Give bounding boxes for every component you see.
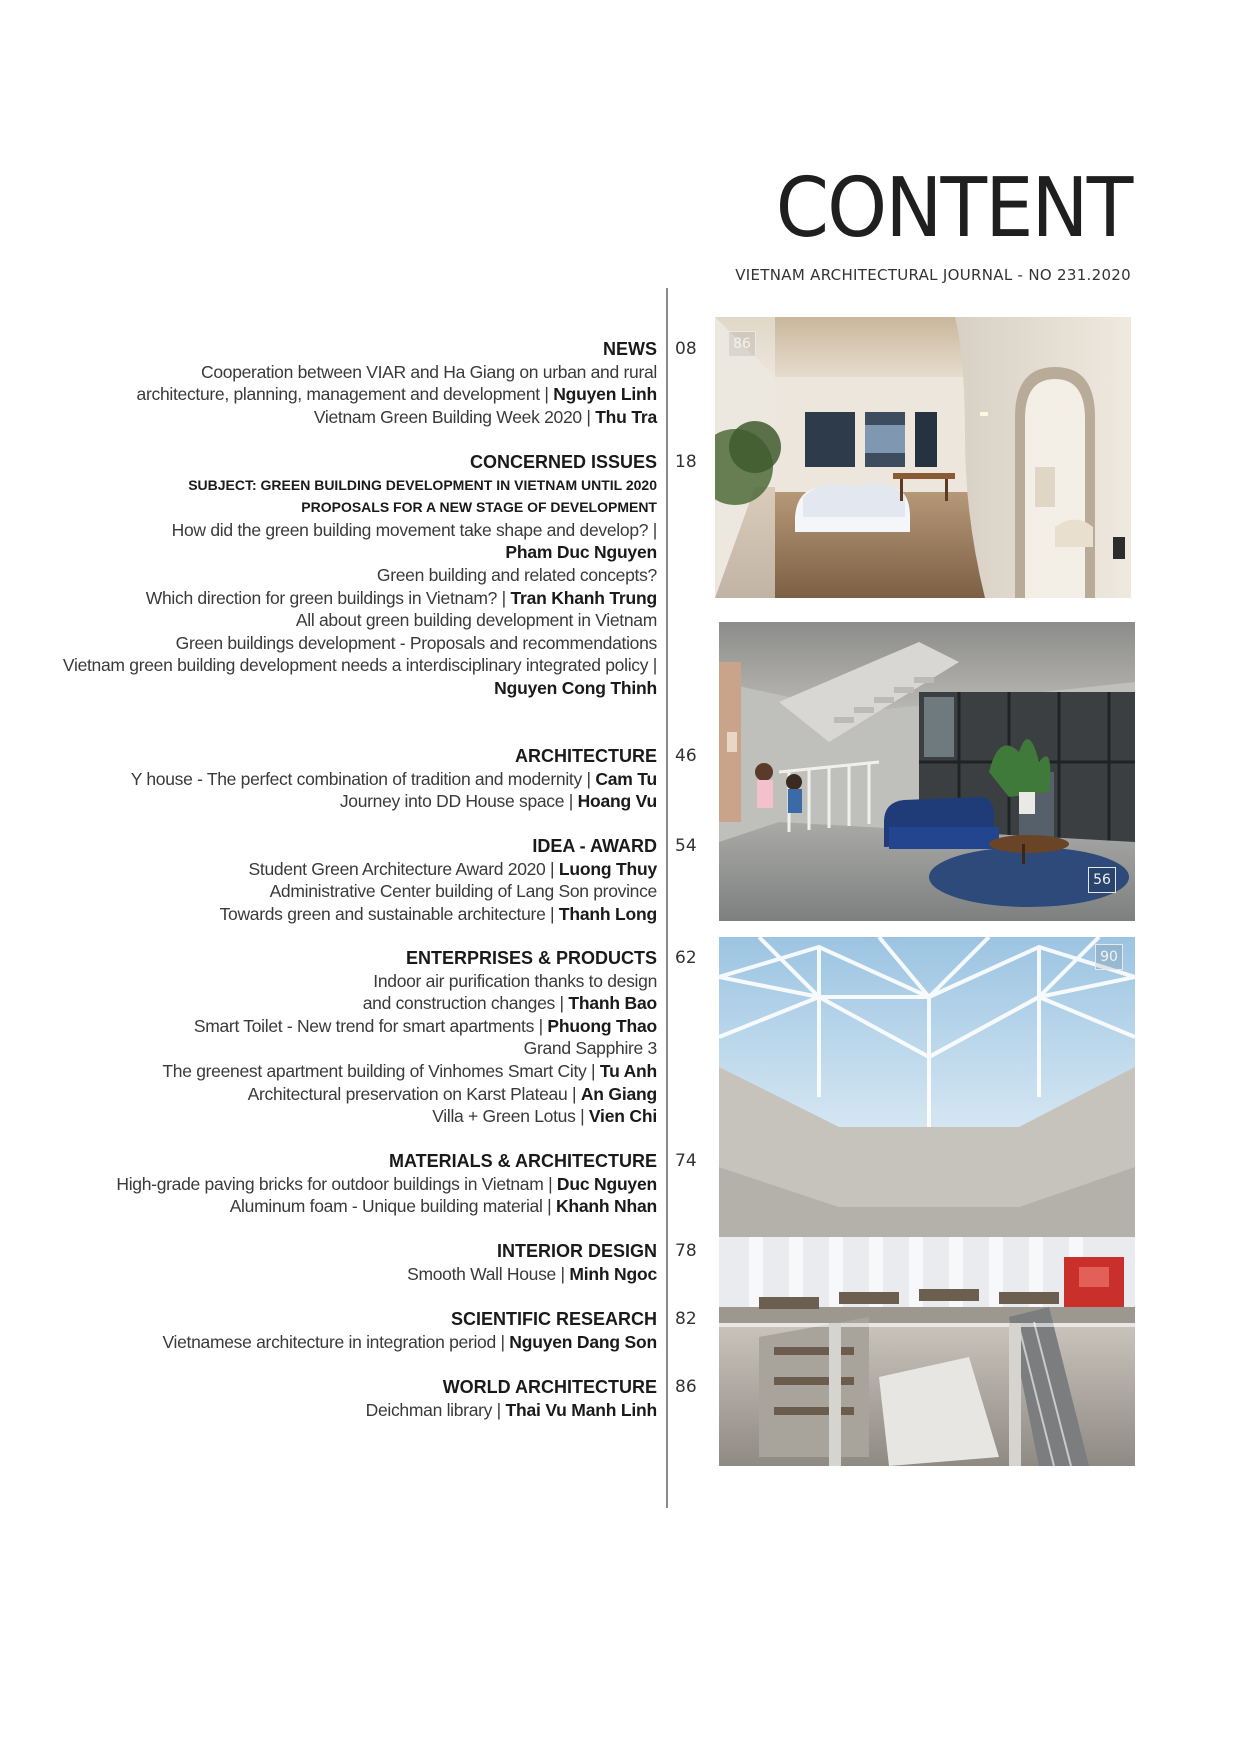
article-title: Administrative Center building of Lang Son province <box>269 881 657 902</box>
page-badge: 86 <box>728 331 756 357</box>
article-entry[interactable] <box>17 541 657 564</box>
article-author: Luong Thuy <box>558 858 657 879</box>
section-title[interactable]: NEWS <box>603 339 657 359</box>
article-title: Y house - The perfect combination of tradition and modernity <box>130 768 582 789</box>
page-number[interactable]: 18 <box>675 452 697 472</box>
article-author: Vien Chi <box>588 1106 657 1127</box>
page-number[interactable]: 78 <box>675 1241 697 1261</box>
article-title: and construction changes <box>362 993 555 1014</box>
article-title: Deichman library <box>365 1399 493 1420</box>
article-entry[interactable] <box>17 858 657 881</box>
separator: | <box>575 1106 589 1127</box>
article-entry[interactable] <box>17 496 657 519</box>
article-author: Thu Tra <box>595 406 657 427</box>
photo-library-atrium <box>719 937 1135 1466</box>
article-author: Nguyen Linh <box>553 384 657 405</box>
separator: | <box>492 1399 506 1420</box>
section-title[interactable]: INTERIOR DESIGN <box>496 1241 657 1261</box>
page-number[interactable]: 74 <box>675 1151 697 1171</box>
separator: | <box>564 791 578 812</box>
article-entry[interactable] <box>17 361 657 384</box>
toc-section <box>17 835 657 925</box>
article-author: Pham Duc Nguyen <box>505 542 657 563</box>
column-divider <box>666 288 668 1508</box>
toc-section <box>17 451 657 700</box>
article-author: Khanh Nhan <box>555 1196 657 1217</box>
article-entry[interactable] <box>17 970 657 993</box>
article-entry[interactable] <box>17 1015 657 1038</box>
article-entry[interactable] <box>17 632 657 655</box>
separator: | <box>495 1331 510 1352</box>
separator: | <box>545 858 559 879</box>
article-author: Tran Khanh Trung <box>510 587 657 608</box>
journal-issue-subtitle: VIETNAM ARCHITECTURAL JOURNAL - NO 231.2020 <box>735 266 1131 284</box>
article-author: Duc Nguyen <box>556 1173 657 1194</box>
article-author: Nguyen Dang Son <box>509 1331 657 1352</box>
article-entry[interactable] <box>17 587 657 610</box>
article-entry[interactable] <box>17 1105 657 1128</box>
article-author: Thanh Long <box>558 903 657 924</box>
article-entry[interactable] <box>17 383 657 406</box>
article-title: Which direction for green buildings in Vietnam? <box>145 587 498 608</box>
article-entry[interactable] <box>17 564 657 587</box>
separator: | <box>545 903 559 924</box>
article-entry[interactable] <box>17 1195 657 1218</box>
section-title[interactable]: ENTERPRISES & PRODUCTS <box>405 948 657 968</box>
article-title: Indoor air purification thanks to design <box>373 970 657 991</box>
separator: | <box>534 1015 548 1036</box>
toc-section <box>17 338 657 428</box>
article-author: Hoang Vu <box>577 791 657 812</box>
living-room-illustration <box>715 317 1131 598</box>
article-author: Cam Tu <box>595 768 657 789</box>
section-title[interactable]: WORLD ARCHITECTURE <box>442 1377 657 1397</box>
article-title: Journey into DD House space <box>339 791 565 812</box>
toc-section <box>17 745 657 813</box>
separator: | <box>497 587 511 608</box>
article-entry[interactable] <box>17 768 657 791</box>
article-title: Student Green Architecture Award 2020 <box>248 858 546 879</box>
article-author: Thai Vu Manh Linh <box>505 1399 657 1420</box>
article-entry[interactable] <box>17 406 657 429</box>
article-title: All about green building development in Vietnam <box>295 610 657 631</box>
article-entry[interactable] <box>17 1173 657 1196</box>
article-title: Architectural preservation on Karst Plateau <box>247 1083 568 1104</box>
article-title: Aluminum foam - Unique building material <box>229 1196 543 1217</box>
article-title: Vietnamese architecture in integration period <box>162 1331 496 1352</box>
article-entry[interactable] <box>17 1037 657 1060</box>
article-title: Villa + Green Lotus <box>432 1106 576 1127</box>
article-author: An Giang <box>580 1083 657 1104</box>
page-number[interactable]: 82 <box>675 1309 697 1329</box>
article-entry[interactable] <box>17 992 657 1015</box>
article-entry[interactable] <box>17 677 657 700</box>
toc-section <box>17 1240 657 1285</box>
article-entry[interactable] <box>17 1083 657 1106</box>
page-badge: 90 <box>1095 944 1123 970</box>
page-number[interactable]: 62 <box>675 948 697 968</box>
separator: | <box>555 1263 570 1284</box>
photo-staircase-hall <box>719 622 1135 921</box>
toc-section <box>17 1376 657 1421</box>
section-title[interactable]: IDEA - AWARD <box>532 836 657 856</box>
article-entry[interactable] <box>17 880 657 903</box>
toc-section <box>17 1150 657 1218</box>
article-entry[interactable] <box>17 1399 657 1422</box>
article-author: Tu Anh <box>599 1060 657 1081</box>
separator: | <box>567 1083 581 1104</box>
page-title: CONTENT <box>775 161 1131 256</box>
article-title: Green buildings development - Proposals and recommendations <box>175 632 657 653</box>
separator: | <box>543 1173 557 1194</box>
article-author: Phuong Thao <box>547 1015 657 1036</box>
section-title[interactable]: ARCHITECTURE <box>515 746 657 766</box>
photo-living-room <box>715 317 1131 598</box>
article-author: Nguyen Cong Thinh <box>494 677 657 698</box>
article-entry[interactable] <box>17 1331 657 1354</box>
article-entry[interactable] <box>17 903 657 926</box>
article-title: Green building and related concepts? <box>376 564 657 585</box>
separator: | <box>555 993 569 1014</box>
separator: | <box>542 1196 556 1217</box>
staircase-hall-illustration <box>719 622 1135 921</box>
article-entry[interactable] <box>17 474 657 497</box>
article-entry[interactable] <box>17 790 657 813</box>
section-title[interactable]: SCIENTIFIC RESEARCH <box>450 1309 657 1329</box>
library-atrium-illustration <box>719 937 1135 1466</box>
section-title[interactable]: MATERIALS & ARCHITECTURE <box>389 1151 657 1171</box>
article-title: High-grade paving bricks for outdoor buildings in Vietnam <box>116 1173 544 1194</box>
article-title: PROPOSALS FOR A NEW STAGE OF DEVELOPMENT <box>301 499 657 516</box>
article-title: How did the green building movement take shape and develop? | <box>171 519 657 540</box>
toc-section <box>17 947 657 1128</box>
article-title: architecture, planning, management and development <box>136 384 540 405</box>
page-number[interactable]: 86 <box>675 1377 697 1397</box>
article-title: Cooperation between VIAR and Ha Giang on urban and rural <box>200 361 657 382</box>
toc-section <box>17 1308 657 1353</box>
separator: | <box>586 1060 600 1081</box>
article-entry[interactable] <box>17 519 657 542</box>
separator: | <box>539 384 554 405</box>
page-badge: 56 <box>1088 867 1116 893</box>
article-entry[interactable] <box>17 609 657 632</box>
article-title: The greenest apartment building of Vinhomes Smart City <box>162 1060 587 1081</box>
separator: | <box>581 768 596 789</box>
page-number[interactable]: 46 <box>675 746 697 766</box>
page-number[interactable]: 54 <box>675 836 697 856</box>
article-title: Smart Toilet - New trend for smart apartments <box>193 1015 535 1036</box>
separator: | <box>581 406 596 427</box>
page-number[interactable]: 08 <box>675 339 697 359</box>
section-title[interactable]: CONCERNED ISSUES <box>469 452 657 472</box>
article-title: Towards green and sustainable architecture <box>219 903 546 924</box>
article-author: Thanh Bao <box>568 993 657 1014</box>
article-entry[interactable] <box>17 1060 657 1083</box>
article-author: Minh Ngoc <box>569 1263 657 1284</box>
article-title: Vietnam green building development needs a interdisciplinary integrated policy | <box>62 655 657 676</box>
article-entry[interactable] <box>17 1263 657 1286</box>
article-title: Vietnam Green Building Week 2020 <box>313 406 582 427</box>
article-title: Smooth Wall House <box>407 1263 556 1284</box>
article-entry[interactable] <box>17 654 657 677</box>
article-title: SUBJECT: GREEN BUILDING DEVELOPMENT IN VIETNAM UNTIL 2020 <box>188 476 657 493</box>
article-title: Grand Sapphire 3 <box>523 1038 657 1059</box>
